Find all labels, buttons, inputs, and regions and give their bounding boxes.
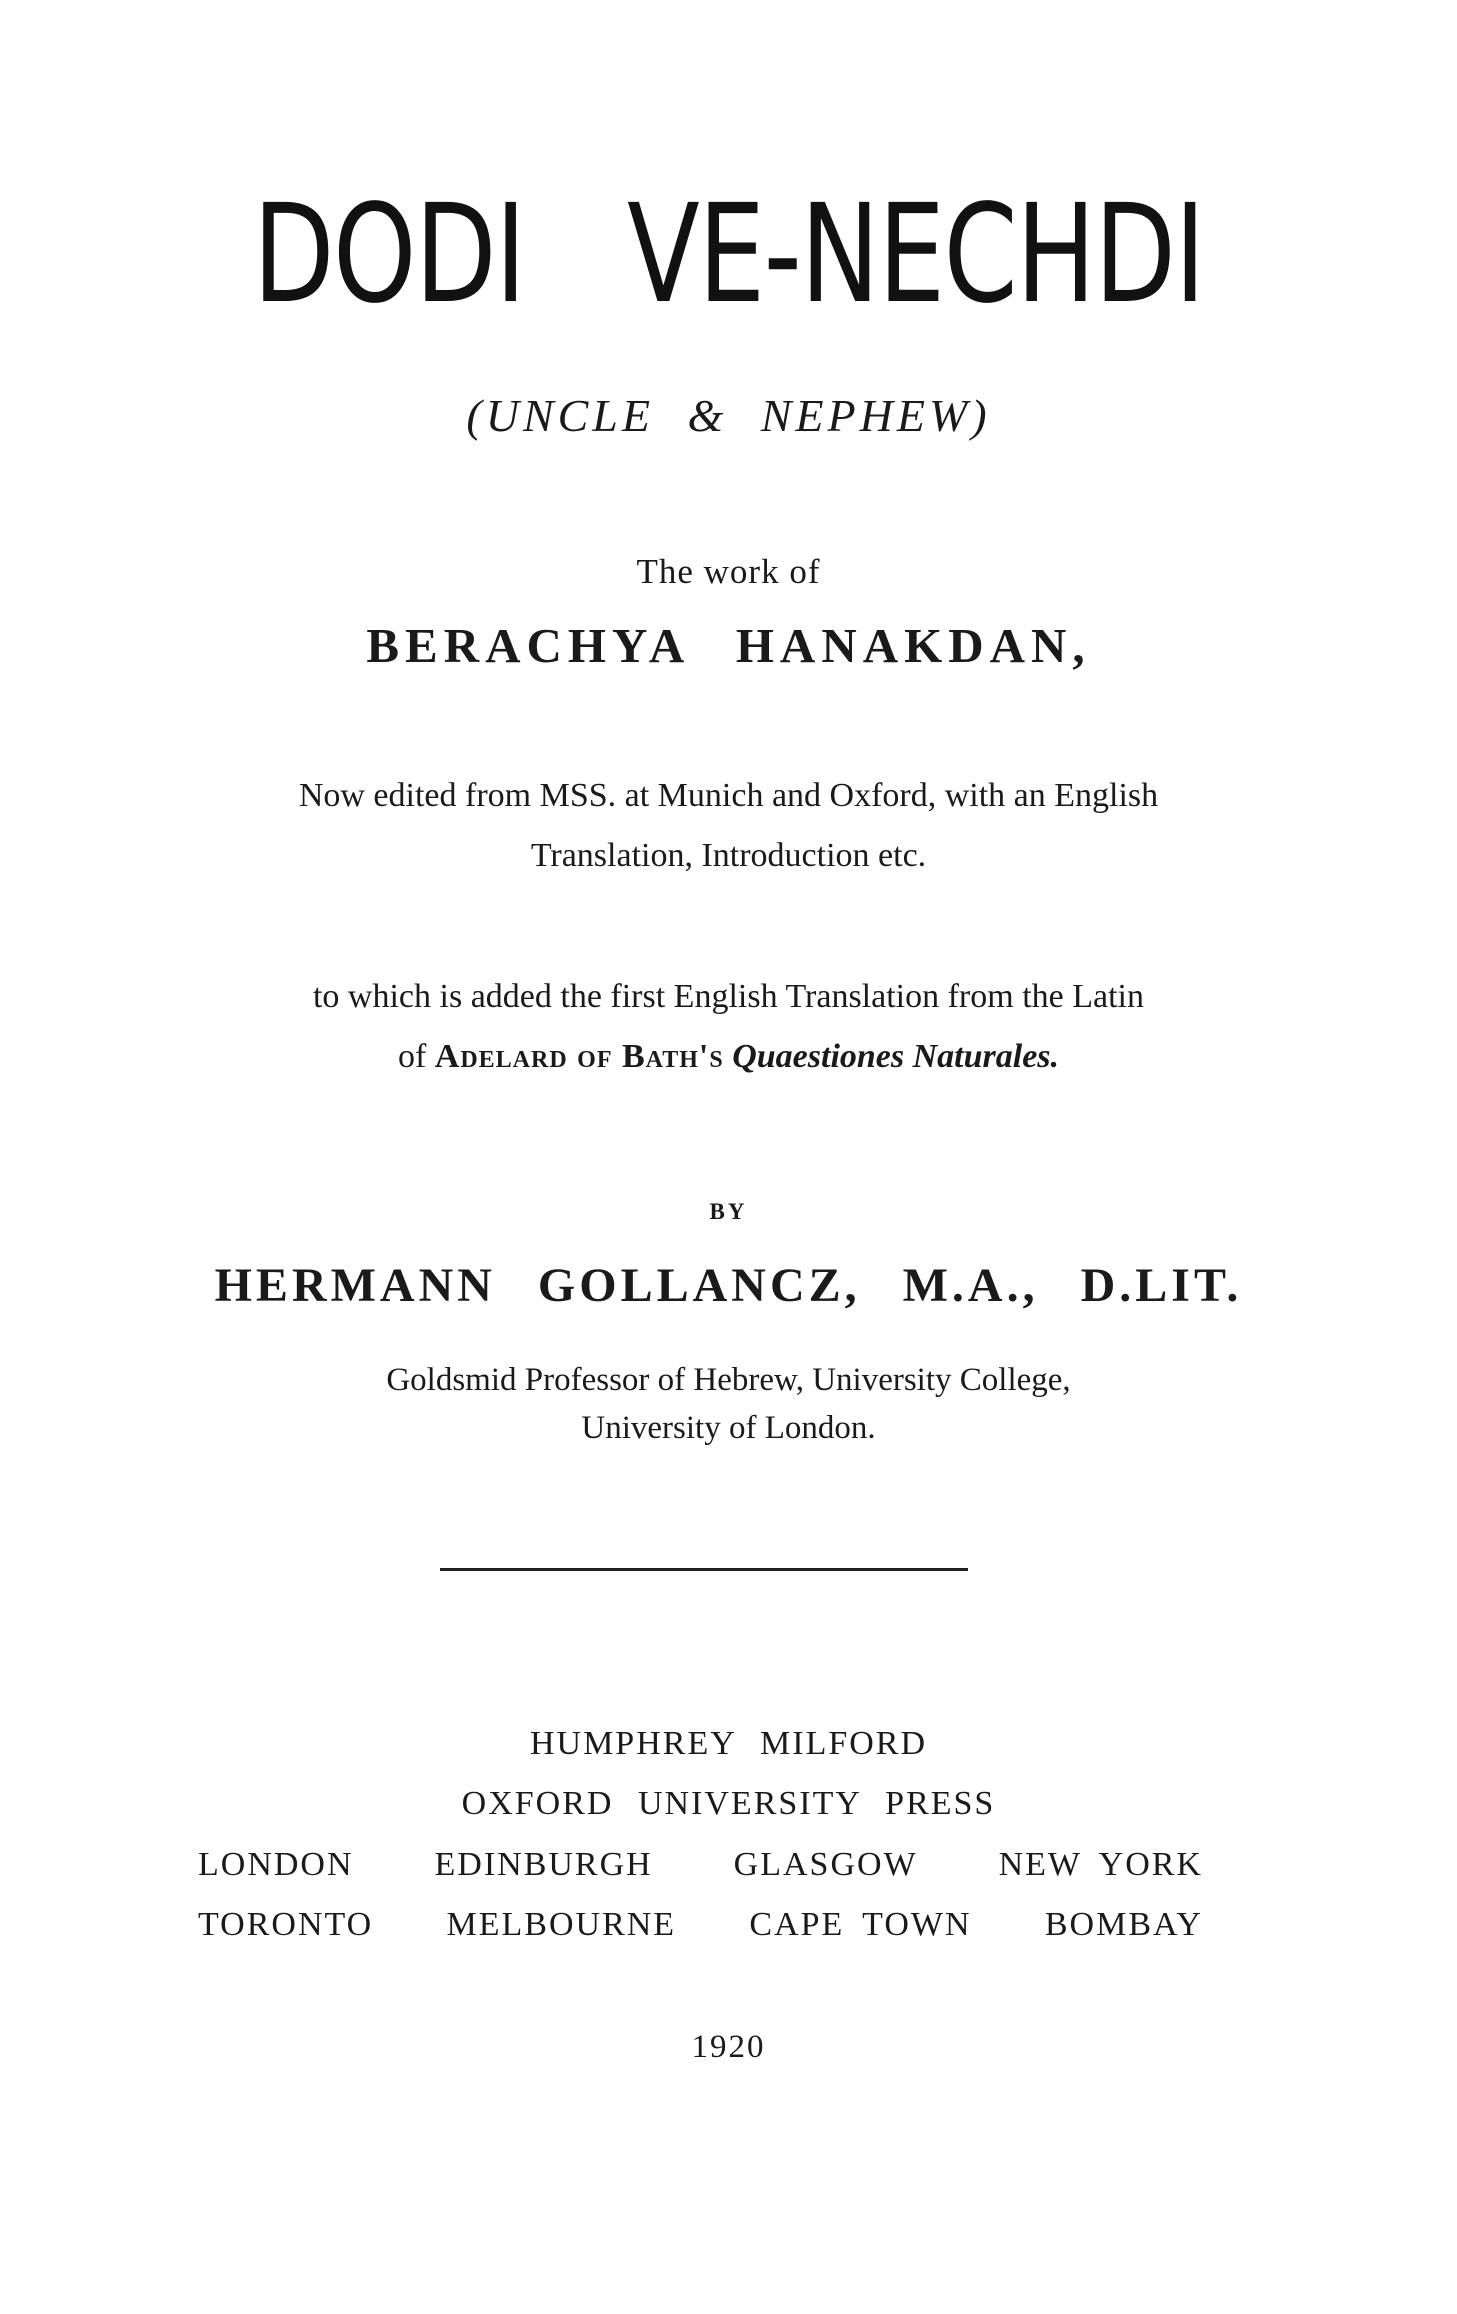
city-toronto: TORONTO (198, 1906, 374, 1943)
publisher-name: HUMPHREY MILFORD (529, 1725, 928, 1762)
translation-note-line-2 (0, 1035, 1457, 1079)
city-bombay: BOMBAY (1044, 1906, 1203, 1943)
city-glasgow: GLASGOW (733, 1846, 918, 1883)
adelard-name: Adelard of Bath's (434, 1038, 724, 1075)
edition-note-line-1: Now edited from MSS. at Munich and Oxford, with an English (298, 777, 1159, 814)
editor-affiliation-line-2: University of London. (581, 1410, 876, 1446)
publisher-press: OXFORD UNIVERSITY PRESS (461, 1785, 996, 1822)
publication-year: 1920 (691, 2029, 766, 2065)
publisher-cities-row-1 (198, 1843, 1203, 1887)
city-london: LONDON (198, 1846, 354, 1883)
book-subtitle: (UNCLE & NEPHEW) (466, 390, 991, 441)
book-title: DODI VE-NECHDI (252, 176, 1205, 334)
city-melbourne: MELBOURNE (446, 1906, 677, 1943)
author-name: BERACHYA HANAKDAN, (366, 618, 1091, 673)
translation-note-prefix: of (397, 1038, 435, 1075)
edition-note-line-2: Translation, Introduction etc. (530, 837, 927, 874)
by-label: BY (709, 1199, 748, 1224)
city-edinburgh: EDINBURGH (434, 1846, 653, 1883)
city-cape-town: CAPE TOWN (749, 1906, 972, 1943)
publisher-cities-row-2 (198, 1903, 1203, 1947)
horizontal-rule (440, 1568, 968, 1571)
work-of-label: The work of (636, 552, 821, 591)
quaestiones-title: Quaestiones Naturales. (732, 1038, 1060, 1075)
editor-affiliation-line-1: Goldsmid Professor of Hebrew, University College, (386, 1362, 1071, 1398)
editor-name: HERMANN GOLLANCZ, M.A., D.LIT. (214, 1259, 1243, 1312)
translation-note-line-1: to which is added the first English Translation from the Latin (312, 978, 1144, 1015)
city-new-york: NEW YORK (998, 1846, 1203, 1883)
